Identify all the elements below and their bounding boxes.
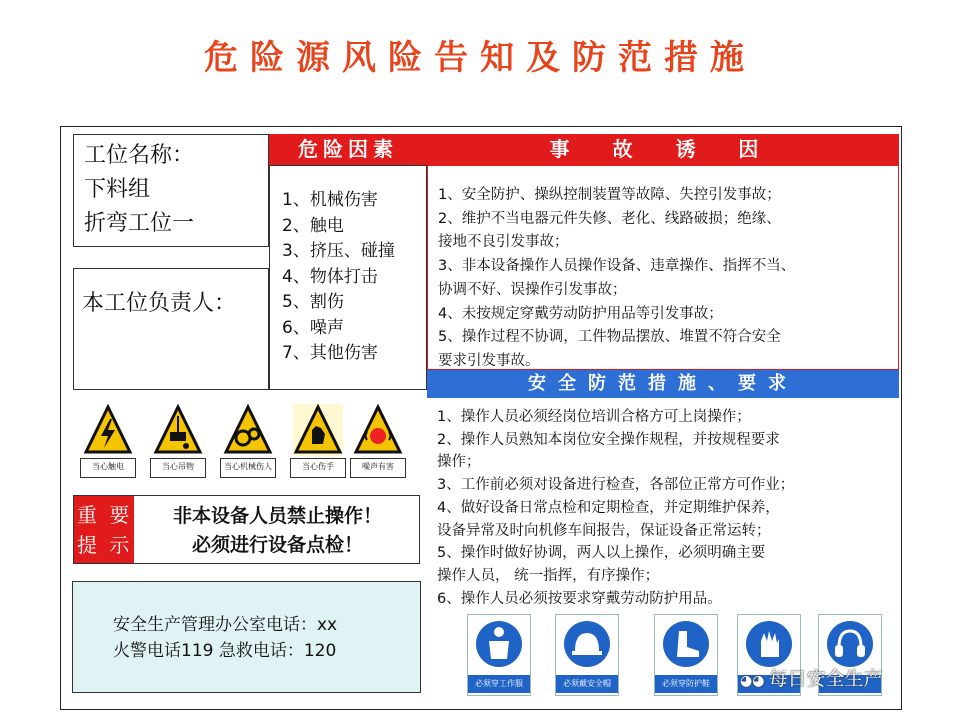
measure-line: 1、操作人员必须经岗位培训合格方可上岗操作； (437, 409, 751, 425)
hanging-load-warning-icon (148, 402, 208, 478)
cause-line: 1、安全防护、操纵控制装置等故障、失控引发事故； (438, 187, 781, 203)
hazard-factors-header: 危险因素 (269, 134, 427, 165)
watermark-text: 每日安全生产 (768, 668, 883, 690)
cause-line: 接地不良引发事故； (438, 234, 569, 251)
page-title: 危险源风险告知及防范措施 (204, 38, 756, 78)
safety-helmet-icon (555, 614, 619, 696)
list-item: 7、其他伤害 (282, 343, 378, 363)
measure-line: 设备异常及时向机修车间报告，保证设备正常运转； (437, 522, 771, 539)
warning-caption: 当心伤手 (290, 458, 346, 478)
mechanical-injury-warning-icon (218, 402, 278, 478)
measure-line: 操作人员， 统一指挥，有序操作； (437, 567, 660, 584)
cause-line: 5、操作过程不协调，工件物品摆放、堆置不符合安全 (438, 329, 781, 346)
station-label: 工位名称： (84, 143, 195, 168)
list-item: 4、物体打击 (282, 266, 378, 287)
noise-hazard-warning-icon (348, 402, 408, 478)
accident-causes-body (427, 165, 899, 370)
cause-line: 要求引发事故。 (438, 352, 540, 369)
electric-shock-warning-icon (78, 402, 138, 478)
ppe-caption: 必须戴安全帽 (556, 675, 618, 693)
ppe-caption: 必须穿防护鞋 (655, 675, 717, 693)
watermark (740, 664, 882, 691)
tip-label-line: 重 要 提 示 (77, 503, 133, 557)
safety-measures-body (427, 398, 899, 608)
protective-shoes-icon (654, 614, 718, 696)
measure-line: 操作； (437, 454, 481, 471)
office-phone: 安全生产管理办公室电话：xx (113, 615, 338, 635)
station-line-2: 折弯工位一 (84, 211, 195, 236)
tip-line-1: 非本设备人员禁止操作！ (172, 505, 382, 527)
cause-line: 3、非本设备操作人员操作设备、违章操作、指挥不当、 (438, 258, 796, 275)
hand-injury-warning-icon (288, 402, 348, 478)
measure-line: 5、操作时做好协调，两人以上操作，必须明确主要 (437, 545, 766, 562)
cause-line: 4、未按规定穿戴劳动防护用品等引发事故； (438, 305, 723, 322)
station-owner-box (73, 268, 269, 390)
warning-caption: 当心机械伤人 (220, 458, 276, 478)
station-name-box (73, 134, 269, 247)
station-line-1: 下料组 (84, 177, 151, 202)
tip-line-2: 必须进行设备点检！ (191, 534, 363, 556)
warning-caption: 噪声有害 (350, 458, 406, 478)
cause-line: 协调不好、误操作引发事故； (438, 281, 627, 298)
warning-caption: 当心触电 (80, 458, 136, 478)
important-tip-box (73, 495, 420, 564)
measure-line: 4、做好设备日常点检和定期检查，并定期维护保养， (437, 499, 780, 516)
list-item: 5、割伤 (282, 292, 344, 312)
wechat-icon: ◕◕ (740, 673, 765, 689)
measure-line: 2、操作人员熟知本岗位安全操作规程，并按规程要求 (437, 431, 780, 448)
safety-measures-header: 安全防范措施、要求 (427, 370, 899, 398)
list-item: 6、噪声 (282, 317, 344, 338)
list-item: 3、挤压、碰撞 (282, 241, 395, 261)
measure-line: 6、操作人员必须按要求穿戴劳动防护用品。 (437, 590, 722, 607)
list-item: 1、机械伤害 (282, 190, 378, 210)
contact-box (72, 581, 421, 693)
important-tip-text (136, 496, 419, 563)
measure-line: 3、工作前必须对设备进行检查，各部位正常方可作业； (437, 477, 795, 494)
cause-line: 2、维护不当电器元件失修、老化、线路破损；绝缘、 (438, 210, 781, 227)
hazard-factors-list (269, 165, 427, 390)
important-tip-label (74, 496, 134, 563)
ppe-caption: 必须穿工作服 (468, 675, 530, 693)
accident-causes-header: 事 故 诱 因 (427, 134, 899, 165)
work-clothes-icon (467, 614, 531, 696)
list-item: 2、触电 (282, 215, 344, 236)
emergency-phones: 火警电话119 急救电话：120 (113, 641, 337, 661)
warning-caption: 当心吊物 (150, 458, 206, 478)
owner-label: 本工位负责人： (82, 291, 237, 316)
